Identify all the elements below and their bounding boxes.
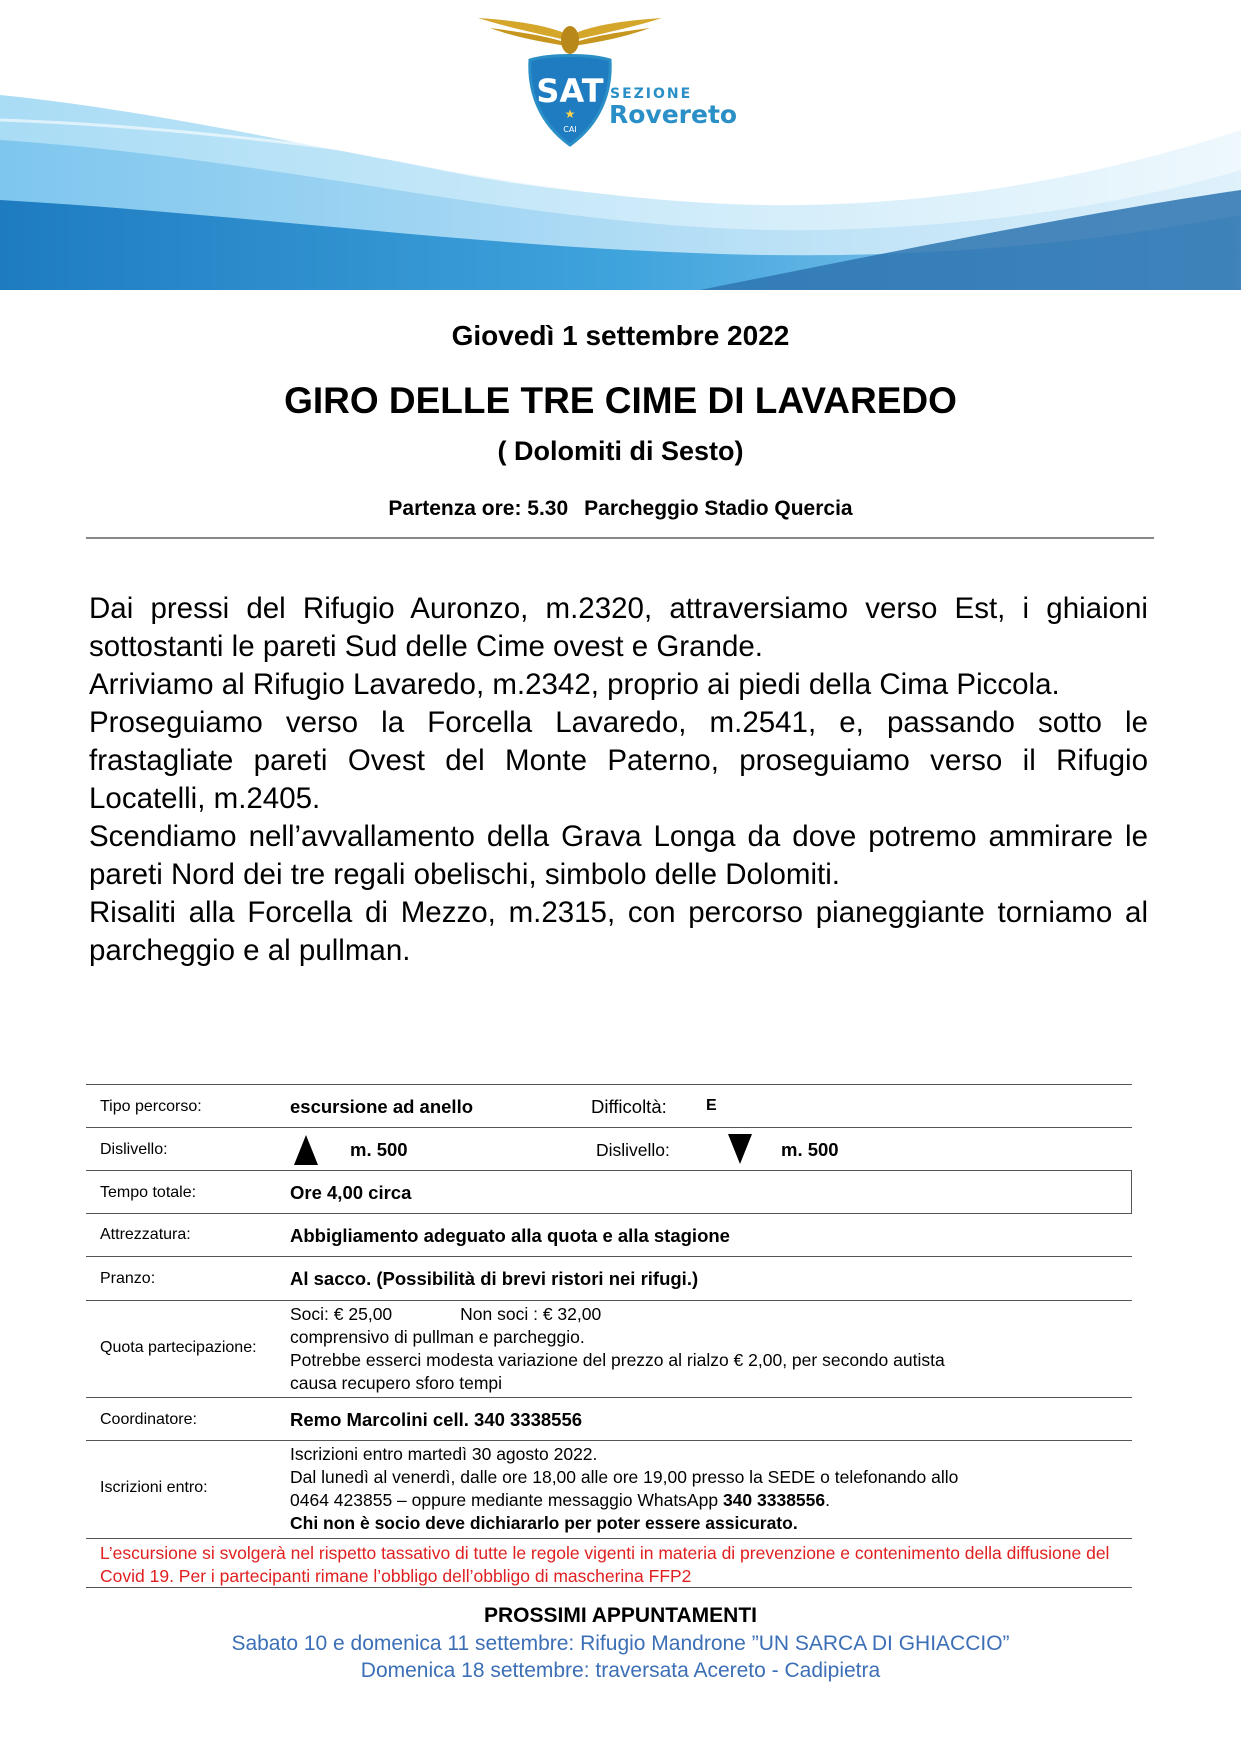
row-quota <box>86 1300 1132 1397</box>
event-date: Giovedì 1 settembre 2022 <box>451 320 790 351</box>
coordinatore-label: Coordinatore: <box>100 1411 197 1428</box>
tipo-value: escursione ad anello <box>290 1096 474 1117</box>
dislivello-up: m. 500 <box>350 1139 408 1160</box>
description-paragraph: Scendiamo nell’avvallamento della Grava Longa da dove potremo ammirare le pareti Nord dei tre regali obelischi, simbolo delle Dolomiti. <box>89 820 1148 891</box>
tipo-label: Tipo percorso: <box>100 1098 202 1115</box>
section-name: Rovereto <box>609 100 738 129</box>
event-subtitle: ( Dolomiti di Sesto) <box>497 436 744 466</box>
quota-line: causa recupero sforo tempi <box>290 1373 503 1393</box>
pranzo-label: Pranzo: <box>100 1270 156 1287</box>
logo-subtext: CAI <box>563 125 577 134</box>
next-item: Sabato 10 e domenica 11 settembre: Rifugio Mandrone ”UN SARCA DI GHIACCIO” <box>231 1632 1010 1655</box>
attrezzatura-value: Abbigliamento adeguato alla quota e alla stagione <box>290 1225 730 1246</box>
row-dislivello <box>86 1127 1132 1170</box>
quota-prices <box>290 1303 945 1326</box>
description <box>89 590 1148 970</box>
quota-line: comprensivo di pullman e parcheggio. <box>290 1327 585 1347</box>
sat-logo <box>470 10 750 150</box>
iscrizioni-line: Iscrizioni entro martedì 30 agosto 2022. <box>290 1444 598 1464</box>
dislivello-down: m. 500 <box>781 1139 839 1160</box>
iscrizioni-line: 0464 423855 – oppure mediante messaggio WhatsApp 340 3338556. <box>290 1490 831 1510</box>
section-label: SEZIONE <box>610 86 693 102</box>
divider <box>86 537 1154 539</box>
row-coordinatore <box>86 1397 1132 1440</box>
departure-time: Partenza ore: 5.30 <box>388 497 569 520</box>
event-title: GIRO DELLE TRE CIME DI LAVAREDO <box>284 380 957 421</box>
next-item: Domenica 18 settembre: traversata Acereto - Cadipietra <box>360 1659 881 1682</box>
tempo-label: Tempo totale: <box>100 1184 197 1201</box>
iscrizioni-details <box>290 1443 958 1535</box>
description-paragraph: Risaliti alla Forcella di Mezzo, m.2315, con percorso pianeggiante torniamo al parcheggio e al pullman. <box>89 896 1148 967</box>
quota-soci: Soci: € 25,00 <box>290 1304 393 1324</box>
iscrizioni-line: Dal lunedì al venerdì, dalle ore 18,00 alle ore 19,00 presso la SEDE o telefonando allo <box>290 1467 959 1487</box>
iscrizioni-label: Iscrizioni entro: <box>100 1479 208 1496</box>
pranzo-value: Al sacco. (Possibilità di brevi ristori nei rifugi.) <box>290 1268 699 1289</box>
quota-non-soci: Non soci : € 32,00 <box>460 1304 602 1324</box>
svg-text:★: ★ <box>564 107 576 121</box>
description-paragraph: Proseguiamo verso la Forcella Lavaredo, m.2541, e, passando sotto le frastagliate pareti Ovest del Monte Paterno, proseguiamo verso il Rifugio Locatelli, m.2405. <box>89 706 1148 815</box>
difficolta-value: E <box>706 1097 717 1114</box>
dislivello-label: Dislivello: <box>100 1141 168 1158</box>
logo-text: SAT <box>536 72 604 110</box>
ascent-arrow-icon <box>294 1135 318 1165</box>
whatsapp-number: 340 3338556 <box>722 1490 826 1510</box>
row-tempo <box>86 1170 1132 1213</box>
description-paragraph: Dai pressi del Rifugio Auronzo, m.2320, attraversiamo verso Est, i ghiaioni sottostanti le pareti Sud delle Cime ovest e Grande. <box>89 592 1148 663</box>
dislivello-label-2: Dislivello: <box>596 1140 670 1160</box>
tempo-value: Ore 4,00 circa <box>290 1182 412 1203</box>
quota-line: Potrebbe esserci modesta variazione del prezzo al rialzo € 2,00, per secondo autista <box>290 1350 945 1370</box>
difficolta-label: Difficoltà: <box>591 1096 667 1117</box>
iscrizioni-line: Chi non è socio deve dichiararlo per poter essere assicurato. <box>290 1513 798 1533</box>
descent-arrow-icon <box>728 1134 752 1164</box>
quota-label: Quota partecipazione: <box>100 1339 257 1356</box>
departure-place: Parcheggio Stadio Quercia <box>584 497 853 520</box>
description-paragraph: Arriviamo al Rifugio Lavaredo, m.2342, proprio ai piedi della Cima Piccola. <box>89 668 1060 701</box>
row-iscrizioni <box>86 1440 1132 1538</box>
quota-details <box>290 1303 945 1395</box>
info-table <box>86 1084 1132 1588</box>
coordinatore-value: Remo Marcolini cell. 340 3338556 <box>290 1409 583 1430</box>
row-tipo <box>86 1084 1132 1127</box>
row-attrezzatura <box>86 1213 1132 1256</box>
covid-notice: L’escursione si svolgerà nel rispetto tassativo di tutte le regole vigenti in materia di prevenzione e contenimento della diffusione del Covid 19. Per i partecipanti rimane l’obbligo dell’obbligo di mascherina FFP2 <box>86 1538 1132 1588</box>
row-pranzo <box>86 1256 1132 1300</box>
attrezzatura-label: Attrezzatura: <box>100 1226 191 1243</box>
next-title: PROSSIMI APPUNTAMENTI <box>483 1604 757 1627</box>
departure-info <box>0 497 1241 521</box>
